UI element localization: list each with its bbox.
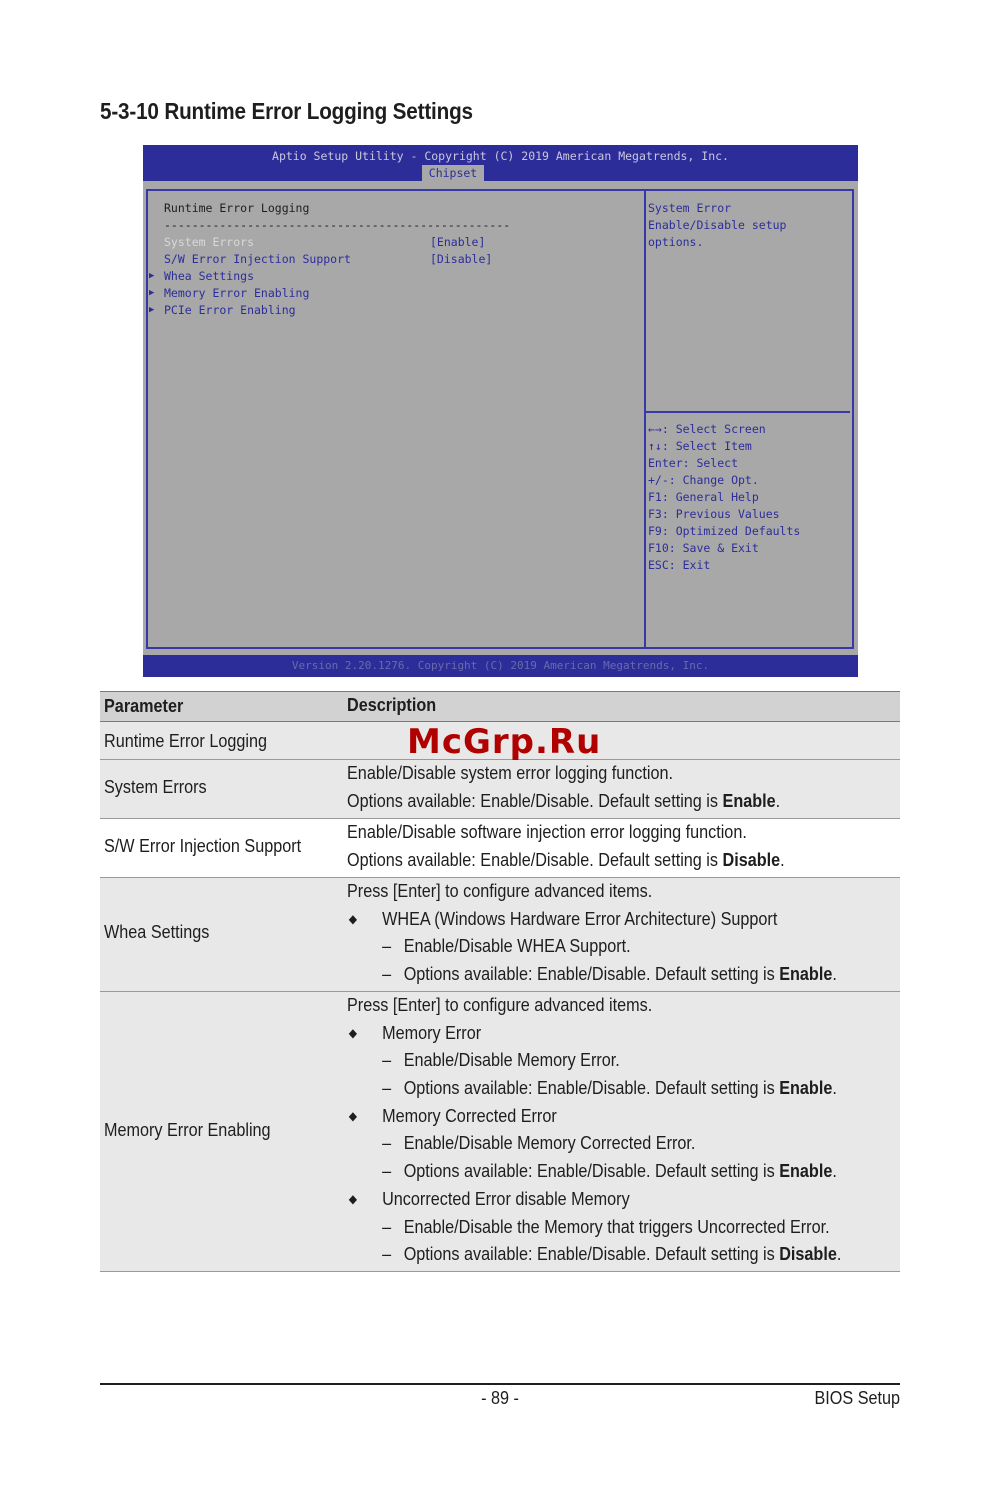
desc-text: Options available: Enable/Disable. Default setting is: [403, 1161, 780, 1182]
desc-text: Options available: Enable/Disable. Default setting is: [403, 964, 780, 985]
param-name: Memory Error Enabling: [104, 1120, 271, 1140]
section-heading: 5-3-10 Runtime Error Logging Settings: [100, 98, 473, 124]
desc-text: Enable/Disable WHEA Support.: [403, 936, 631, 957]
bios-title-bar: Aptio Setup Utility - Copyright (C) 2019 American Megatrends, Inc.: [272, 149, 729, 163]
param-description: [347, 878, 900, 989]
desc-text: WHEA (Windows Hardware Error Architecture) Support: [382, 908, 778, 929]
table-row: [100, 819, 900, 878]
help-divider: [646, 411, 850, 413]
bios-item-label: PCIe Error Enabling: [164, 303, 296, 317]
bios-body: [143, 181, 858, 655]
desc-bullet-line: [347, 1020, 845, 1048]
table-row: [100, 760, 900, 819]
bios-section-title: Runtime Error Logging: [164, 201, 310, 215]
desc-text: Memory Corrected Error: [382, 1105, 557, 1126]
key-hint: F3: Previous Values: [648, 507, 780, 521]
table-row: [100, 992, 900, 1272]
desc-period: .: [832, 964, 837, 985]
tab-chipset[interactable]: Chipset: [422, 165, 484, 181]
desc-period: .: [775, 790, 781, 811]
param-name: System Errors: [104, 777, 207, 797]
desc-text: Options available: Enable/Disable. Default setting is: [347, 790, 723, 811]
bios-item-label: System Errors: [164, 235, 255, 249]
desc-text: Enable/Disable the Memory that triggers Uncorrected Error.: [403, 1216, 830, 1237]
submenu-arrow-icon: ▶: [149, 288, 155, 298]
key-hint: ←→: Select Screen: [648, 422, 766, 436]
key-hint: F10: Save & Exit: [648, 541, 759, 555]
key-hint: F1: General Help: [648, 490, 759, 504]
desc-text: Enable/Disable Memory Error.: [403, 1050, 620, 1071]
desc-text: Uncorrected Error disable Memory: [382, 1188, 630, 1209]
desc-line: [347, 788, 845, 816]
help-line: System Error: [648, 201, 732, 215]
dash-icon: –: [382, 1078, 392, 1099]
bios-item-value: [Disable]: [430, 252, 493, 266]
bios-item-label: Memory Error Enabling: [164, 286, 310, 300]
bios-item-value: [Enable]: [430, 235, 486, 249]
bios-item-label: Whea Settings: [164, 269, 255, 283]
page-number: - 89 -: [481, 1388, 519, 1408]
param-name: Runtime Error Logging: [104, 731, 267, 751]
desc-bullet-line: [347, 1186, 845, 1214]
diamond-bullet-icon: ◆: [348, 911, 358, 926]
desc-line: [347, 847, 845, 875]
key-hint: Enter: Select: [648, 456, 739, 470]
parameter-table: [100, 691, 900, 1272]
dash-icon: –: [382, 1244, 392, 1265]
column-header-description: Description: [347, 695, 437, 715]
default-value: Enable: [722, 790, 776, 811]
dash-icon: –: [382, 936, 392, 957]
key-hint: ESC: Exit: [648, 558, 711, 572]
help-line: Enable/Disable setup: [648, 218, 787, 232]
desc-line: Enable/Disable software injection error logging function.: [347, 822, 747, 842]
help-line: options.: [648, 235, 704, 249]
desc-period: .: [832, 1161, 837, 1182]
key-hint: ↑↓: Select Item: [648, 439, 752, 453]
desc-text: Options available: Enable/Disable. Default setting is: [347, 849, 723, 870]
desc-text: Options available: Enable/Disable. Default setting is: [403, 1244, 780, 1265]
submenu-arrow-icon: ▶: [149, 305, 155, 315]
dash-icon: –: [382, 1216, 392, 1237]
desc-period: .: [780, 849, 785, 870]
table-row: [100, 878, 900, 992]
desc-text: Options available: Enable/Disable. Default setting is: [403, 1078, 780, 1099]
footer-section-title: BIOS Setup: [814, 1388, 900, 1408]
diamond-bullet-icon: ◆: [348, 1108, 358, 1123]
desc-sub-line: [347, 1047, 845, 1075]
bios-version-footer: Version 2.20.1276. Copyright (C) 2019 American Megatrends, Inc.: [291, 659, 710, 672]
bios-divider: --------------------------------------------------: [164, 218, 511, 232]
submenu-arrow-icon: ▶: [149, 271, 155, 281]
param-name: Whea Settings: [104, 922, 210, 942]
key-hint: F9: Optimized Defaults: [648, 524, 801, 538]
table-header: [100, 691, 900, 722]
default-value: Disable: [722, 849, 781, 870]
desc-line: Enable/Disable system error logging function.: [347, 763, 673, 783]
desc-sub-line: [347, 1241, 845, 1269]
default-value: Enable: [779, 964, 833, 985]
desc-sub-line: [347, 1130, 845, 1158]
desc-text: Enable/Disable Memory Corrected Error.: [403, 1133, 696, 1154]
desc-sub-line: [347, 961, 845, 989]
desc-period: .: [836, 1244, 842, 1265]
default-value: Disable: [779, 1244, 837, 1265]
desc-text: Memory Error: [382, 1022, 482, 1043]
bios-item-label: S/W Error Injection Support: [164, 252, 351, 266]
key-hint: +/-: Change Opt.: [648, 473, 759, 487]
desc-sub-line: [347, 1075, 845, 1103]
column-header-parameter: Parameter: [104, 696, 184, 716]
desc-line: Press [Enter] to configure advanced items.: [347, 995, 653, 1015]
desc-line: Press [Enter] to configure advanced items.: [347, 881, 653, 901]
desc-sub-line: [347, 933, 845, 961]
desc-period: .: [832, 1078, 837, 1099]
dash-icon: –: [382, 1161, 392, 1182]
desc-bullet-line: [347, 1103, 845, 1131]
diamond-bullet-icon: ◆: [348, 1025, 358, 1040]
bios-screenshot: [143, 145, 858, 677]
dash-icon: –: [382, 1050, 392, 1071]
dash-icon: –: [382, 1133, 392, 1154]
param-description: [347, 760, 900, 815]
default-value: Enable: [779, 1161, 833, 1182]
param-description: [347, 992, 900, 1269]
desc-bullet-line: [347, 906, 845, 934]
param-description: [347, 819, 900, 874]
bios-help-panel: [646, 189, 854, 649]
diamond-bullet-icon: ◆: [348, 1191, 358, 1206]
desc-sub-line: [347, 1214, 845, 1242]
dash-icon: –: [382, 964, 392, 985]
footer-rule: [100, 1383, 900, 1385]
param-name: S/W Error Injection Support: [104, 836, 302, 856]
desc-sub-line: [347, 1158, 845, 1186]
watermark: McGrp.Ru: [407, 722, 602, 762]
bios-menu-panel: [146, 189, 646, 649]
default-value: Enable: [779, 1078, 833, 1099]
